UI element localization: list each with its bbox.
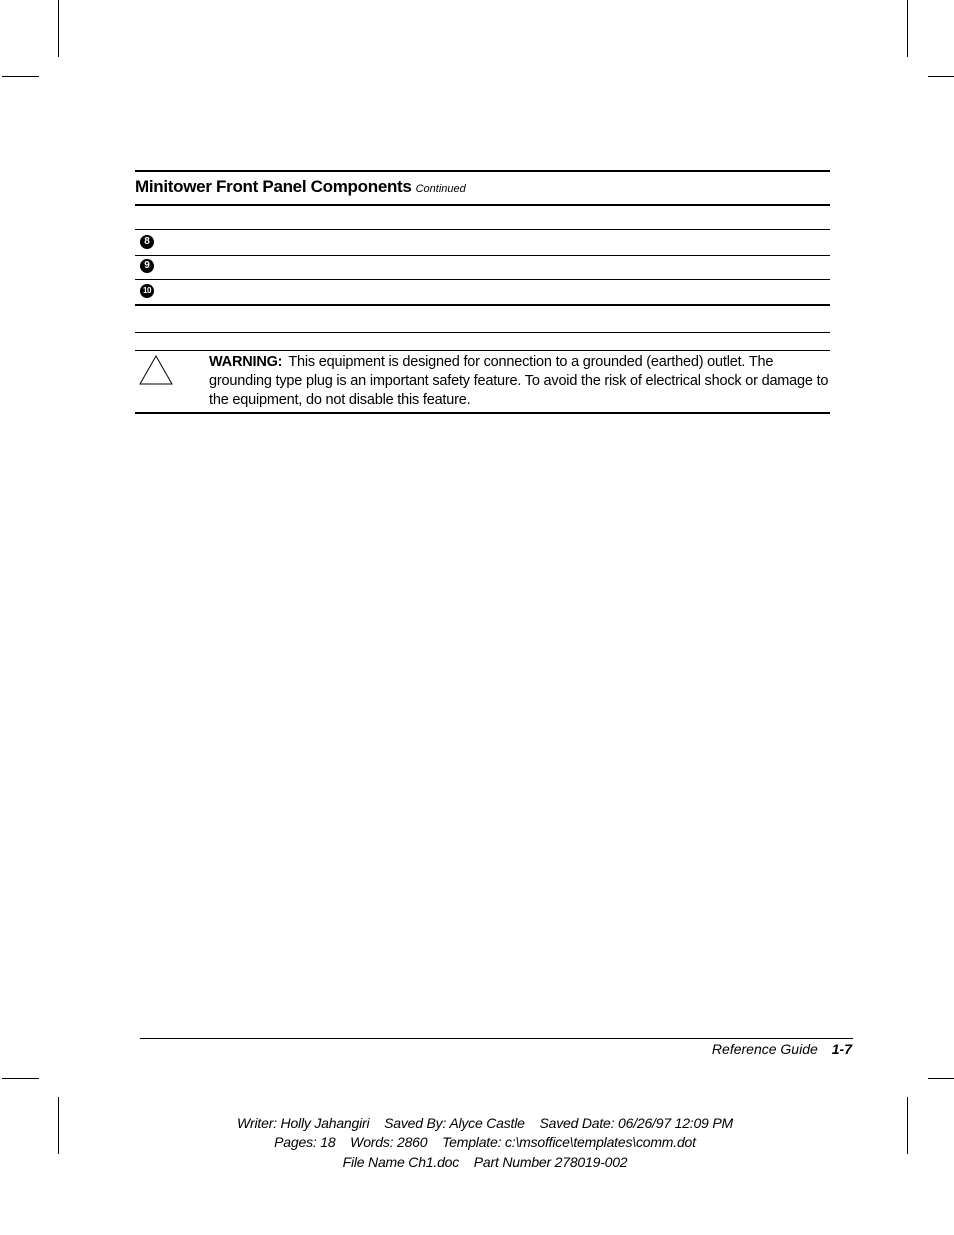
crop-mark-bottom-left-horizontal [2, 1078, 39, 1079]
crop-mark-top-left-vertical [58, 0, 59, 57]
warning-bottom-rule [135, 412, 830, 414]
warning-top-rule [135, 332, 830, 333]
table-continued-label: Continued [415, 183, 466, 195]
table-row-rule [135, 255, 830, 256]
meta-line-2: Pages: 18 Words: 2860 Template: c:\msoffice\templates\comm.dot [274, 1134, 696, 1150]
warning-text: This equipment is designed for connection to a grounded (earthed) outlet. The grounding type plug is an important safety feature. To avoid the risk of electrical shock or damage to the equipment, do not disable this feature. [209, 354, 829, 408]
callout-number-8: 8 [140, 235, 154, 249]
warning-triangle-icon [138, 354, 174, 386]
page-number: 1-7 [831, 1041, 852, 1057]
table-bottom-rule [135, 304, 830, 306]
warning-inner-rule [135, 350, 830, 351]
table-row-rule [135, 279, 830, 280]
table-title [135, 177, 830, 197]
footer-guide-title: Reference Guide [711, 1041, 818, 1057]
page-footer [712, 1041, 852, 1057]
warning-label: WARNING: [209, 354, 283, 370]
table-top-rule [135, 170, 830, 172]
crop-mark-bottom-right-vertical [907, 1097, 908, 1154]
table-row-rule [135, 229, 830, 230]
footer-rule [140, 1038, 853, 1039]
callout-number-9: 9 [140, 259, 154, 273]
crop-mark-top-left-horizontal [2, 76, 39, 77]
crop-mark-top-right-vertical [907, 0, 908, 57]
crop-mark-bottom-left-vertical [58, 1097, 59, 1154]
table-header-rule [135, 204, 830, 206]
callout-number-10: 10 [140, 284, 154, 298]
meta-line-3: File Name Ch1.doc Part Number 278019-002 [342, 1154, 628, 1170]
crop-mark-bottom-right-horizontal [928, 1078, 954, 1079]
crop-mark-top-right-horizontal [928, 76, 954, 77]
table-title-text: Minitower Front Panel Components [135, 177, 412, 196]
meta-line-1: Writer: Holly Jahangiri Saved By: Alyce Castle Saved Date: 06/26/97 12:09 PM [237, 1115, 733, 1131]
warning-paragraph [209, 353, 829, 410]
